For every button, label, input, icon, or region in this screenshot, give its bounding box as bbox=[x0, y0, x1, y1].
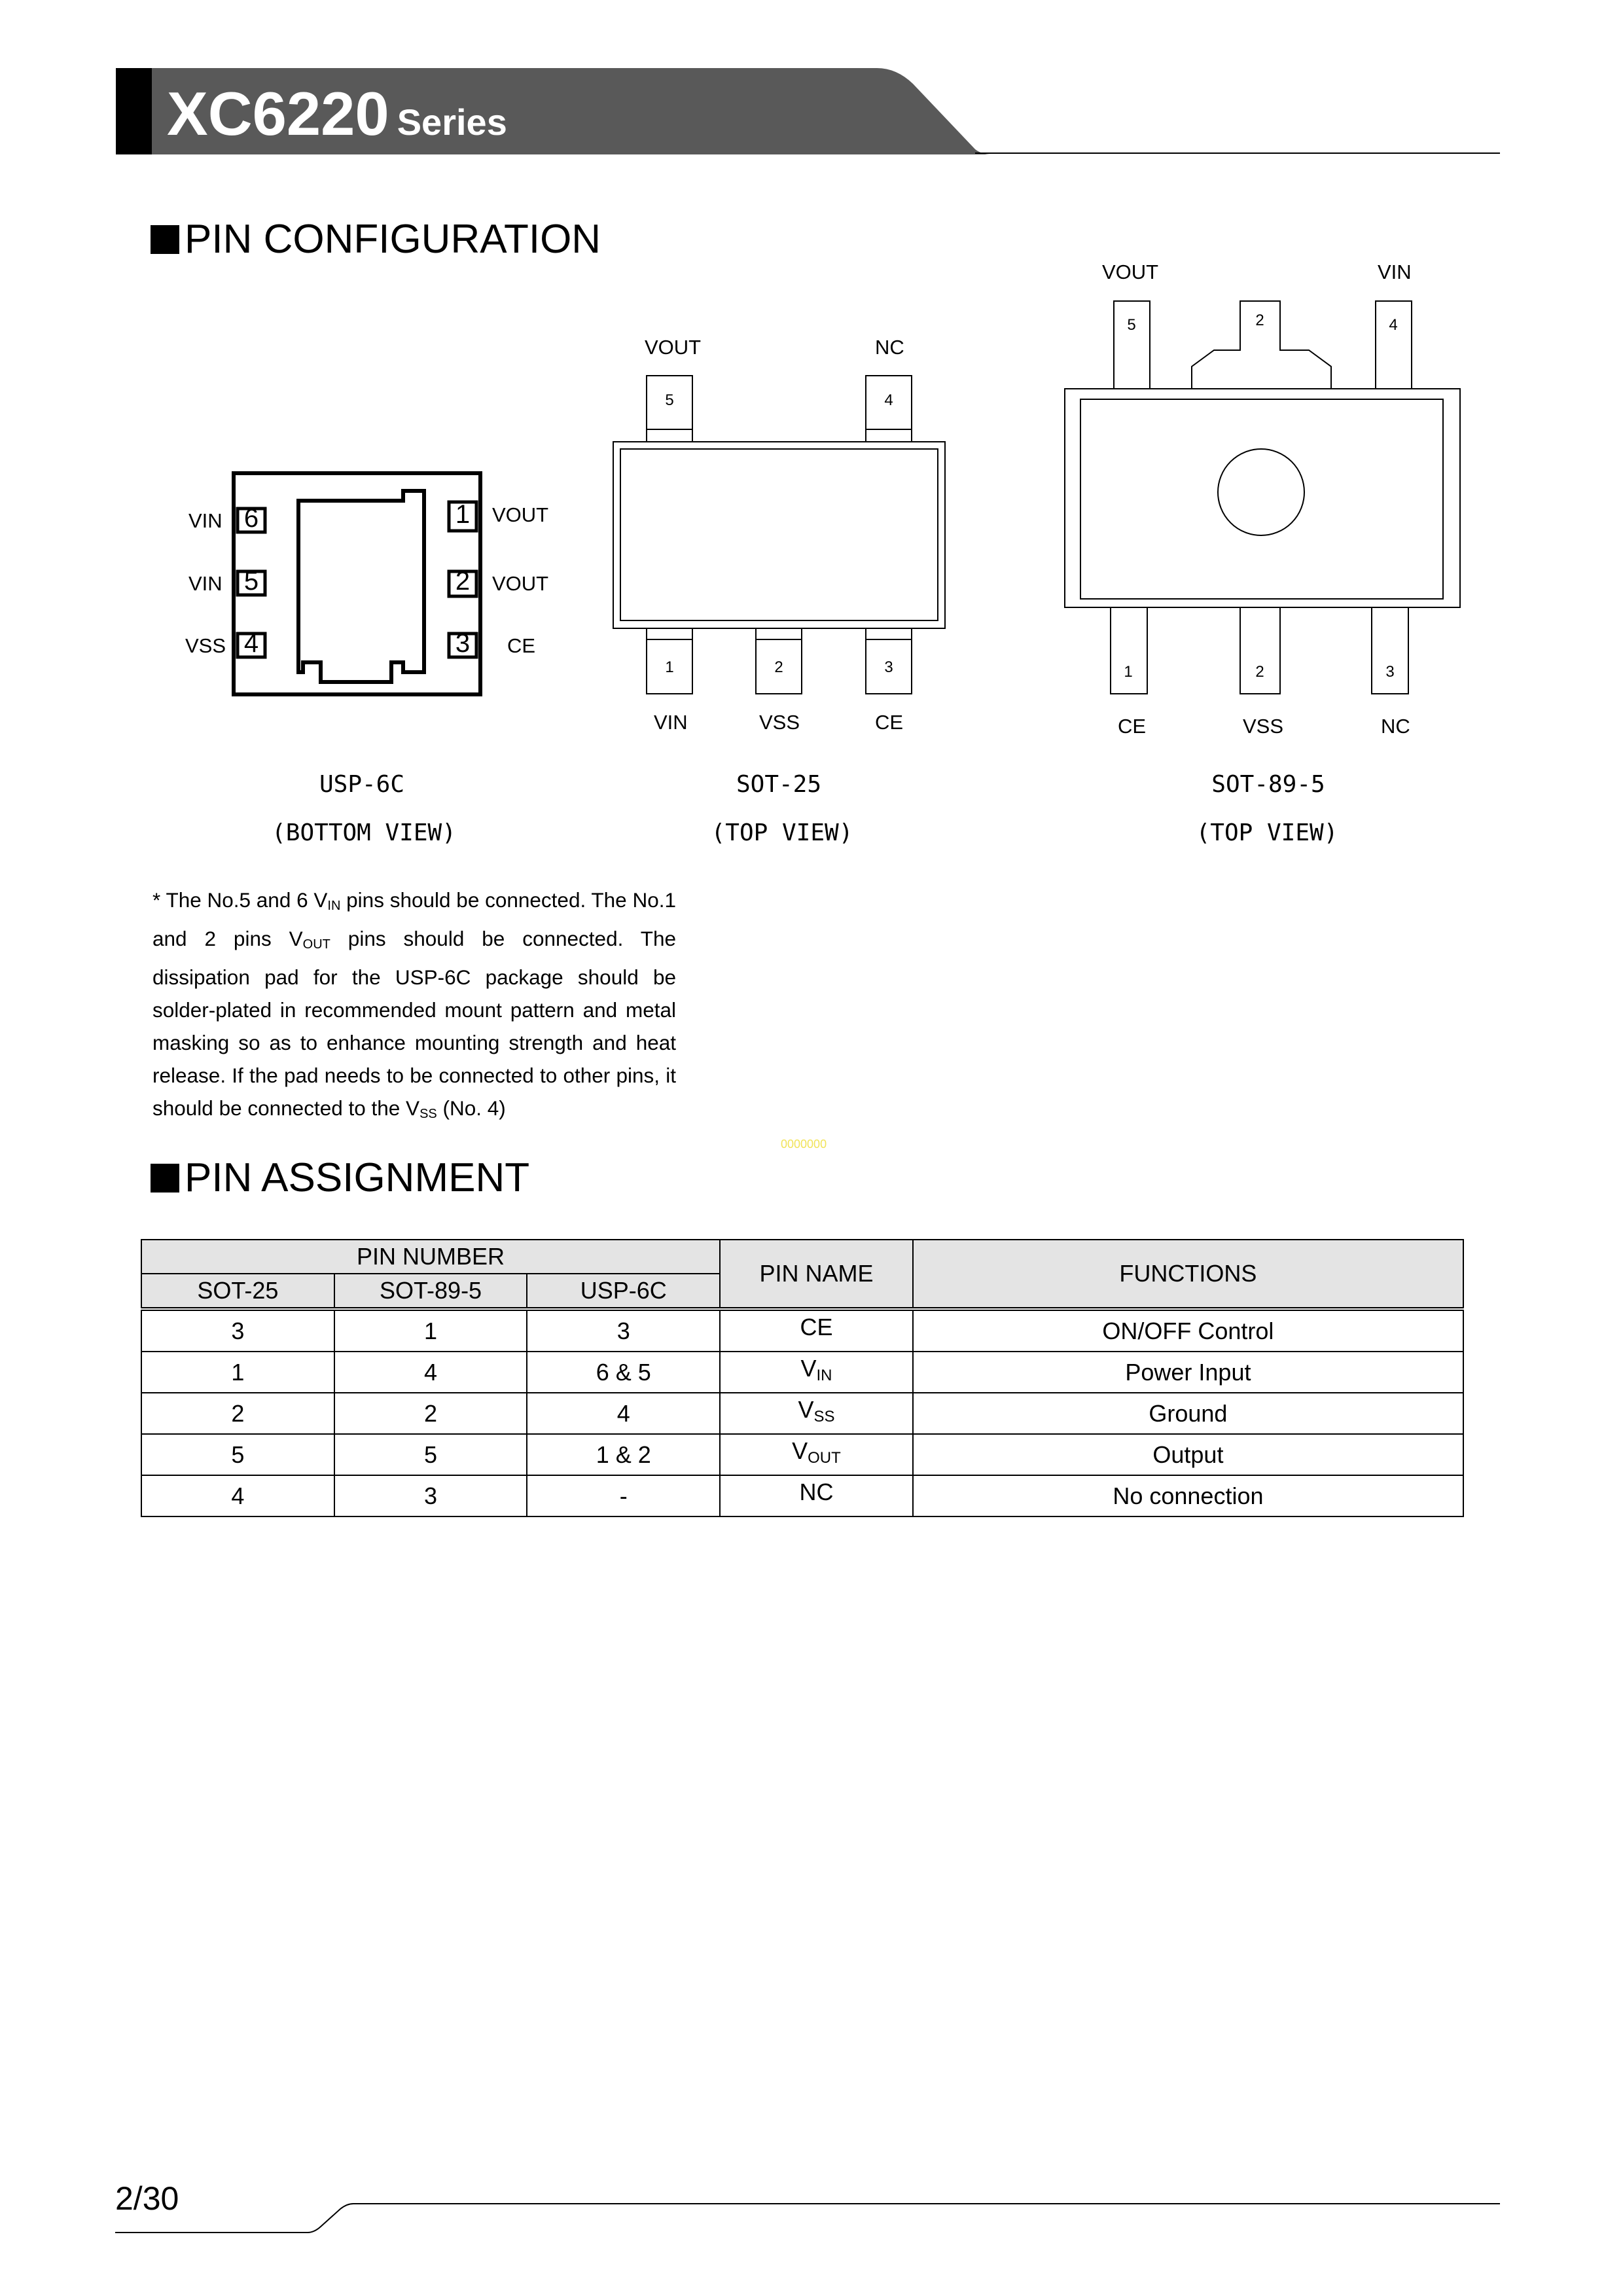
usp6c-view-label: (BOTTOM VIEW) bbox=[272, 819, 456, 846]
sot25-pin-name: CE bbox=[875, 711, 904, 734]
sot25-pin-number: 4 bbox=[884, 391, 893, 409]
table-row bbox=[141, 1352, 1463, 1393]
cell-sot895: 3 bbox=[334, 1475, 527, 1516]
cell-sot25: 2 bbox=[141, 1393, 334, 1434]
usp6c-pin-name: VSS bbox=[185, 634, 226, 657]
usp6c-pin-number: 4 bbox=[243, 629, 259, 658]
header-sot25: SOT-25 bbox=[141, 1274, 334, 1309]
sot895-pin-number: 2 bbox=[1255, 663, 1264, 681]
sot25-pin-number: 2 bbox=[774, 658, 783, 676]
cell-sot25: 5 bbox=[141, 1434, 334, 1475]
sot25-pin-number: 5 bbox=[665, 391, 674, 409]
table-row bbox=[141, 1475, 1463, 1516]
table-header-row bbox=[141, 1240, 1463, 1274]
usp6c-pin-name: VOUT bbox=[492, 503, 549, 526]
header-title bbox=[167, 79, 507, 149]
cell-usp6c: 4 bbox=[527, 1393, 720, 1434]
header-pin-number: PIN NUMBER bbox=[141, 1240, 720, 1274]
sot25-package-name: SOT-25 bbox=[736, 771, 822, 798]
usp6c-note: * The No.5 and 6 $V_{IN}$ pins should be connected. The No.1 and 2 pins $V_{OUT}$ pins should be connected. The dissipation pad for the USP-6C package should be solder-plated in recommended mount pattern and metal masking so as to enhance mounting strength and heat release. If the pad needs to be connected to other pins, it should be connected to the $V_{SS}$ (No. 4) bbox=[152, 888, 676, 1121]
product-name: XC6220 bbox=[167, 79, 389, 148]
cell-sot895: 1 bbox=[334, 1309, 527, 1352]
sot895-pin-number: 5 bbox=[1127, 316, 1136, 334]
sot25-pin-number: 3 bbox=[884, 658, 893, 676]
sot895-package-name: SOT-89-5 bbox=[1211, 771, 1325, 798]
sot25-pin-name: VOUT bbox=[645, 336, 702, 359]
sot25-view-label: (TOP VIEW) bbox=[711, 819, 853, 846]
cell-pin-name: $V_{OUT}$ bbox=[720, 1434, 913, 1475]
usp6c-pin-number: 5 bbox=[243, 567, 259, 596]
usp6c-pin-number: 3 bbox=[455, 629, 471, 658]
sot25-pin-number: 1 bbox=[665, 658, 674, 676]
sot895-pin-number: 1 bbox=[1124, 663, 1133, 681]
table-row bbox=[141, 1309, 1463, 1352]
cell-sot895: 5 bbox=[334, 1434, 527, 1475]
header-usp6c: USP-6C bbox=[527, 1274, 720, 1309]
cell-usp6c: 1 & 2 bbox=[527, 1434, 720, 1475]
cell-pin-name: NC bbox=[720, 1475, 913, 1516]
footer-rule bbox=[0, 2173, 1623, 2238]
page-header bbox=[0, 0, 1623, 170]
sot895-pin-number: 2 bbox=[1255, 312, 1264, 329]
usp6c-pin-number: 1 bbox=[455, 500, 471, 529]
usp6c-pin-number: 6 bbox=[243, 504, 259, 533]
header-sot895: SOT-89-5 bbox=[334, 1274, 527, 1309]
square-bullet-icon bbox=[151, 1164, 179, 1193]
sot25-pin-name: VIN bbox=[654, 711, 688, 734]
sot25-pin-name: VSS bbox=[759, 711, 800, 734]
cell-usp6c: 3 bbox=[527, 1309, 720, 1352]
pin-assignment-table bbox=[141, 1239, 1464, 1517]
watermark-text: 0000000 bbox=[781, 1138, 827, 1151]
sot895-pin-name: VIN bbox=[1378, 260, 1412, 283]
pin-assignment-heading: PIN ASSIGNMENT bbox=[151, 1155, 529, 1201]
usp6c-pin-name: VIN bbox=[188, 572, 223, 595]
cell-function: No connection bbox=[913, 1475, 1463, 1516]
table-row bbox=[141, 1434, 1463, 1475]
cell-sot25: 4 bbox=[141, 1475, 334, 1516]
usp6c-pin-name: VIN bbox=[188, 509, 223, 532]
cell-sot25: 3 bbox=[141, 1309, 334, 1352]
sot895-pin-name: CE bbox=[1118, 715, 1147, 738]
header-functions: FUNCTIONS bbox=[913, 1240, 1463, 1309]
sot895-pin-name: NC bbox=[1381, 715, 1410, 738]
cell-sot895: 4 bbox=[334, 1352, 527, 1393]
cell-function: Ground bbox=[913, 1393, 1463, 1434]
pin-configuration-heading: PIN CONFIGURATION bbox=[151, 216, 601, 262]
usp6c-pin-name: VOUT bbox=[492, 572, 549, 595]
cell-usp6c: 6 & 5 bbox=[527, 1352, 720, 1393]
cell-pin-name: CE bbox=[720, 1309, 913, 1352]
cell-pin-name: $V_{IN}$ bbox=[720, 1352, 913, 1393]
page-number: 2/30 bbox=[115, 2180, 179, 2217]
cell-function: Power Input bbox=[913, 1352, 1463, 1393]
series-label: Series bbox=[397, 101, 507, 143]
header-pin-name: PIN NAME bbox=[720, 1240, 913, 1309]
usp6c-package-name: USP-6C bbox=[319, 771, 405, 798]
cell-sot895: 2 bbox=[334, 1393, 527, 1434]
sot895-pin-number: 4 bbox=[1389, 316, 1398, 334]
sot895-view-label: (TOP VIEW) bbox=[1196, 819, 1338, 846]
usp6c-pin-number: 2 bbox=[455, 567, 471, 596]
sot895-pin-name: VOUT bbox=[1102, 260, 1159, 283]
cell-pin-name: $V_{SS}$ bbox=[720, 1393, 913, 1434]
cell-function: ON/OFF Control bbox=[913, 1309, 1463, 1352]
table-row bbox=[141, 1393, 1463, 1434]
sot895-pin-number: 3 bbox=[1385, 663, 1395, 681]
cell-usp6c: - bbox=[527, 1475, 720, 1516]
square-bullet-icon bbox=[151, 225, 179, 254]
sot895-pin-name: VSS bbox=[1243, 715, 1284, 738]
cell-sot25: 1 bbox=[141, 1352, 334, 1393]
sot25-pin-name: NC bbox=[875, 336, 904, 359]
cell-function: Output bbox=[913, 1434, 1463, 1475]
usp6c-pin-name: CE bbox=[507, 634, 536, 657]
